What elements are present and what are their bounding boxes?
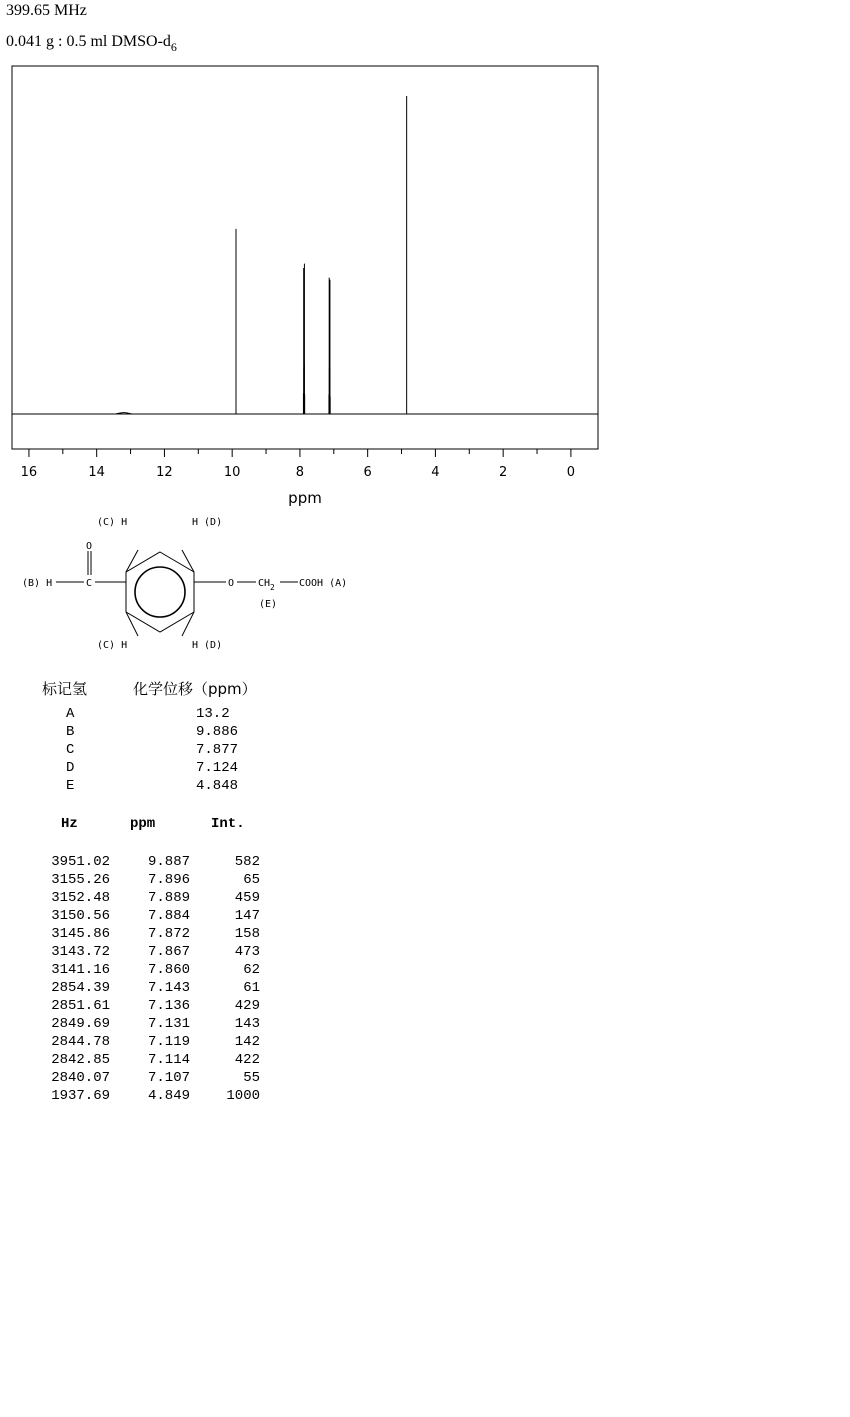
x-tick-label: 4 [431, 465, 440, 480]
peak-header-hz: Hz [61, 816, 78, 832]
label-ch2 [258, 578, 275, 592]
peak-hz: 2844.78 [51, 1034, 110, 1050]
peak-hz: 3143.72 [51, 944, 110, 960]
spectrometer-frequency: 399.65 MHz [6, 2, 87, 19]
assignment-label: E [66, 778, 75, 794]
label-ch-bottom: (C) H [97, 640, 128, 651]
assignment-shift: 7.124 [196, 760, 239, 776]
peak-int: 582 [234, 854, 260, 870]
x-tick-label: 6 [363, 465, 372, 480]
x-axis-ticks [21, 449, 575, 480]
peak-ppm: 7.860 [147, 962, 190, 978]
x-tick-label: 16 [20, 465, 38, 480]
peak-ppm: 4.849 [147, 1088, 190, 1104]
peak-int: 429 [234, 998, 260, 1014]
peak-ppm: 7.884 [147, 908, 190, 924]
label-carbonyl-o: O [86, 541, 93, 552]
peak-int: 473 [234, 944, 260, 960]
label-bh: (B) H [22, 578, 53, 589]
peak-hz: 1937.69 [51, 1088, 110, 1104]
peak-hz: 2849.69 [51, 1016, 110, 1032]
peak-header-ppm: ppm [130, 816, 156, 832]
peak-int: 65 [243, 872, 260, 888]
assignment-shift: 4.848 [196, 778, 239, 794]
assignment-shift: 13.2 [196, 706, 230, 722]
peak-hz: 3951.02 [51, 854, 110, 870]
peak-hz: 3141.16 [51, 962, 110, 978]
label-hd-bottom: H (D) [192, 640, 223, 651]
peak-hz: 3145.86 [51, 926, 110, 942]
peak-int: 61 [243, 980, 260, 996]
peak-int: 422 [234, 1052, 260, 1068]
label-ch2-text: CH [258, 578, 271, 589]
sample-subscript: 6 [170, 40, 177, 54]
nmr-spectrum-chart [0, 0, 620, 512]
label-ether-o: O [228, 578, 235, 589]
plot-frame [12, 66, 598, 449]
peak-ppm: 7.131 [147, 1016, 190, 1032]
peak-int: 459 [234, 890, 260, 906]
peak-int: 158 [234, 926, 260, 942]
x-tick-label: 10 [223, 465, 241, 480]
label-hd-top: H (D) [192, 517, 223, 528]
peak-hz: 2842.85 [51, 1052, 110, 1068]
x-tick-label: 14 [88, 465, 105, 480]
peak-hz: 3152.48 [51, 890, 110, 906]
label-ch2-sub: 2 [270, 583, 275, 592]
peak-ppm: 7.143 [147, 980, 190, 996]
x-tick-label: 8 [295, 465, 305, 480]
x-tick-label: 12 [156, 465, 173, 480]
peak-ppm: 9.887 [147, 854, 190, 870]
x-tick-label: 2 [499, 465, 508, 480]
peak-int: 1000 [226, 1088, 260, 1104]
peak-hz: 2851.61 [51, 998, 110, 1014]
peak-ppm: 7.119 [147, 1034, 190, 1050]
label-ch-top: (C) H [97, 517, 128, 528]
peak-layer [116, 96, 407, 414]
assignment-label: D [66, 760, 75, 776]
label-carbonyl-c: C [86, 578, 93, 589]
peak-ppm: 7.889 [147, 890, 190, 906]
label-e: (E) [259, 599, 278, 610]
peak-hz: 3155.26 [51, 872, 110, 888]
peak-hz: 2840.07 [51, 1070, 110, 1086]
peak-ppm: 7.114 [147, 1052, 190, 1068]
molecule-structure [0, 505, 380, 655]
peak-int: 143 [234, 1016, 260, 1032]
peak-hz: 3150.56 [51, 908, 110, 924]
peak-ppm: 7.872 [147, 926, 190, 942]
assignment-label: A [66, 706, 75, 722]
label-cooh: COOH (A) [299, 578, 348, 589]
peak-hz: 2854.39 [51, 980, 110, 996]
peak-ppm: 7.136 [147, 998, 190, 1014]
peak-int: 147 [234, 908, 260, 924]
assignment-header-label: 标记氢 [42, 680, 88, 698]
peak-int: 62 [243, 962, 260, 978]
peak-ppm: 7.107 [147, 1070, 190, 1086]
assignment-shift: 7.877 [196, 742, 239, 758]
x-axis-label: ppm [288, 489, 322, 507]
x-tick-label: 0 [566, 465, 576, 480]
benzene-ring [126, 552, 194, 632]
aromatic-circle [135, 567, 185, 617]
assignment-header-shift: 化学位移（ppm） [133, 680, 257, 698]
peak-ppm: 7.896 [147, 872, 190, 888]
peak-int: 55 [243, 1070, 260, 1086]
peak-ppm: 7.867 [147, 944, 190, 960]
peak-header-int: Int. [211, 816, 245, 832]
assignment-label: B [66, 724, 75, 740]
assignment-shift: 9.886 [196, 724, 239, 740]
peak-int: 142 [234, 1034, 260, 1050]
sample-text: 0.041 g : 0.5 ml DMSO-d [6, 33, 171, 50]
assignment-label: C [66, 742, 75, 758]
